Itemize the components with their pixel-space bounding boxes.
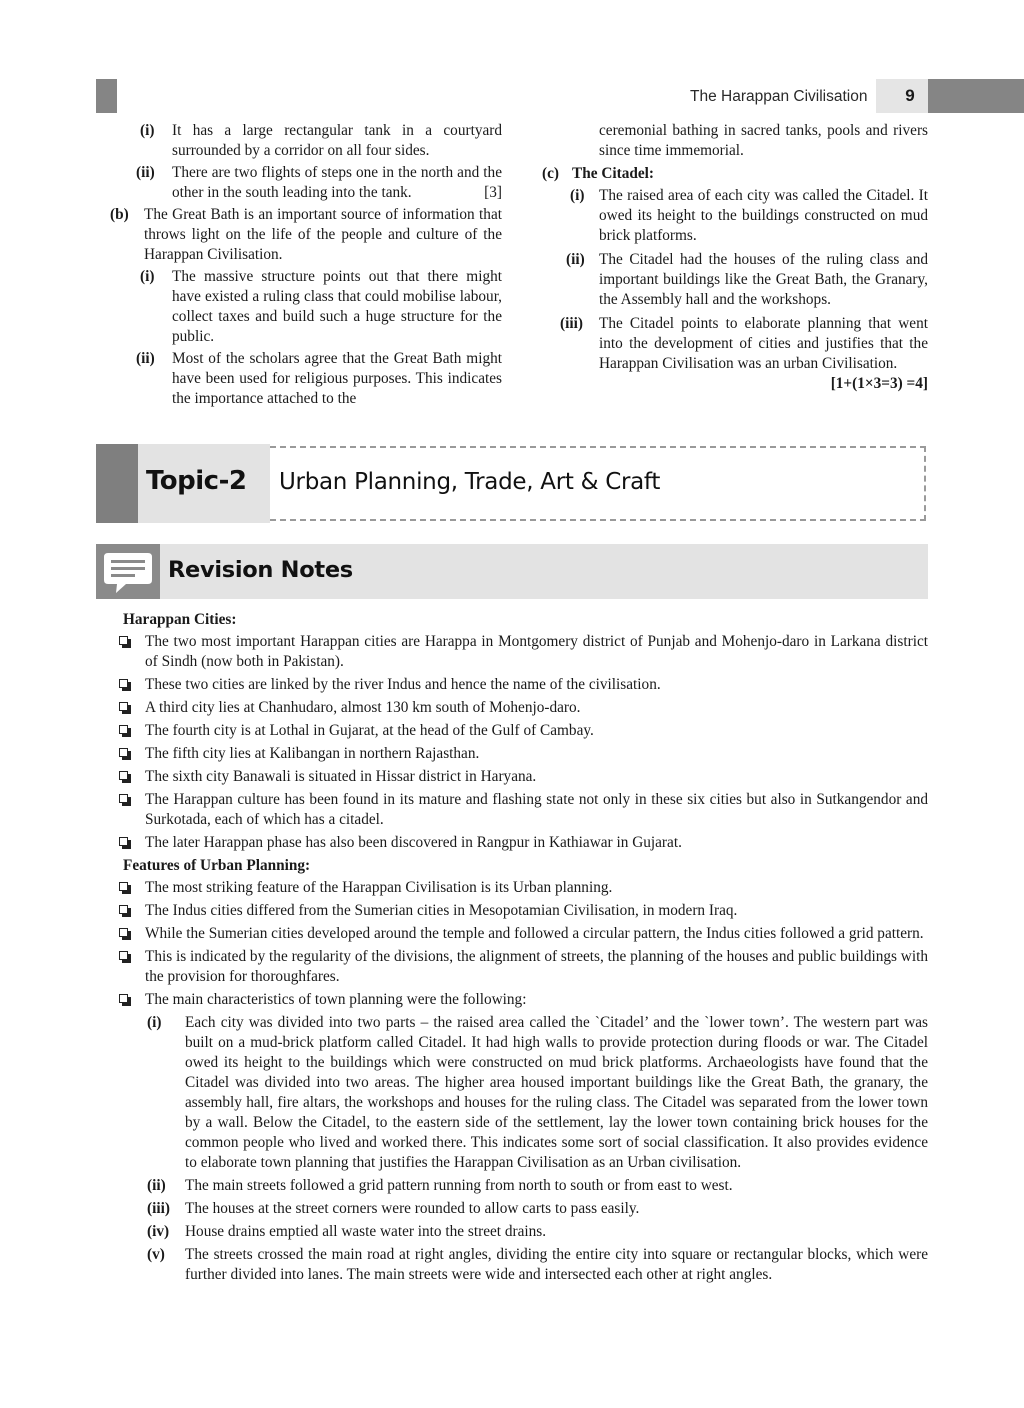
- topic-accent-bar: [96, 444, 138, 523]
- list-item: [117, 878, 928, 898]
- characteristic-item: [117, 1013, 928, 1173]
- list-item-text: The fifth city lies at Kalibangan in northern Rajasthan.: [145, 745, 480, 762]
- checkbox-bullet-icon: [119, 905, 128, 914]
- characteristic-text: Each city was divided into two parts – the raised area called the `Citadel’ and the `lower town’. The western part was built on a mud-brick platform called Citadel. It had high walls to provide protection during floods or war. The Citadel owed its height to the buildings which were constructed on mud brick platforms. Archaeologists have found that the Citadel was divided into two areas. The higher area housed important buildings like the Great Bath, the granary, the assembly hall, fire altars, the workshops and houses for the ruling class. The Citadel was separated from the lower town by a wall. Below the Citadel, to the eastern side of the settlement, lay the lower town containing brick houses for the common people who lived and worked there. This indicates some sort of social classification. It also provides evidence to elaborate town planning that justifies the Harappan Civilisation as an Urban civilisation.: [185, 1014, 928, 1171]
- list-item: [117, 698, 928, 718]
- revision-icon-background: [96, 544, 160, 599]
- answer-b-item-2: [106, 349, 502, 409]
- list-item: [117, 721, 928, 741]
- checkbox-bullet-icon: [119, 794, 128, 803]
- checkbox-bullet-icon: [119, 702, 128, 711]
- characteristic-number: (v): [147, 1246, 165, 1263]
- topic-title: Urban Planning, Trade, Art & Craft: [279, 469, 661, 495]
- answer-a-item-2: [106, 163, 502, 203]
- list-item: [117, 924, 928, 944]
- list-item-text: The most striking feature of the Harappan Civilisation is its Urban planning.: [145, 879, 613, 896]
- item-number: (i): [140, 122, 155, 139]
- answer-c-title: The Citadel:: [572, 165, 655, 182]
- list-item-text: While the Sumerian cities developed around the temple and followed a circular pattern, the Indus cities followed a grid pattern.: [145, 925, 924, 942]
- list-item-text: The main characteristics of town planning were the following:: [145, 991, 527, 1008]
- left-column: [106, 121, 502, 411]
- item-number: (iii): [560, 315, 583, 332]
- speech-bubble-icon: [96, 544, 160, 599]
- list-item: [117, 833, 928, 853]
- checkbox-bullet-icon: [119, 994, 128, 1003]
- characteristic-item: [117, 1176, 928, 1196]
- answer-b: [106, 205, 502, 265]
- item-number: (ii): [136, 164, 155, 181]
- checkbox-bullet-icon: [119, 837, 128, 846]
- item-number: (i): [140, 268, 155, 285]
- checkbox-bullet-icon: [119, 725, 128, 734]
- characteristic-number: (ii): [147, 1177, 166, 1194]
- continuation-span: ceremonial bathing in sacred tanks, pools and rivers since time immemorial.: [599, 122, 928, 159]
- item-text: Most of the scholars agree that the Great Bath might have been used for religious purposes. This indicates the importance attached to the: [172, 350, 502, 407]
- characteristic-text: The streets crossed the main road at right angles, dividing the entire city into square or rectangular blocks, which were further divided into lanes. The main streets were wide and intersected each other at right angles.: [185, 1246, 928, 1283]
- characteristic-text: House drains emptied all waste water into the street drains.: [185, 1223, 547, 1240]
- list-item: [117, 947, 928, 987]
- item-number: (ii): [136, 350, 155, 367]
- list-item: [117, 990, 928, 1010]
- list-item-text: These two cities are linked by the river Indus and hence the name of the civilisation.: [145, 676, 661, 693]
- checkbox-bullet-icon: [119, 882, 128, 891]
- right-column: [540, 121, 928, 394]
- list-item-text: A third city lies at Chanhudaro, almost 130 km south of Mohenjo-daro.: [145, 699, 581, 716]
- list-item-text: The Harappan culture has been found in its mature and flashing state not only in these six cities but also in Sutkangendor and Surkotada, each of which has a citadel.: [145, 791, 928, 828]
- checkbox-bullet-icon: [119, 951, 128, 960]
- header-left-block: [96, 79, 117, 113]
- item-text: It has a large rectangular tank in a courtyard surrounded by a corridor on all four sides.: [172, 122, 502, 159]
- list-item-text: The sixth city Banawali is situated in Hissar district in Haryana.: [145, 768, 537, 785]
- checkbox-bullet-icon: [119, 771, 128, 780]
- list-item: [117, 675, 928, 695]
- answer-a-item-1: [106, 121, 502, 161]
- characteristic-item: [117, 1199, 928, 1219]
- section-heading-cities: Harappan Cities:: [123, 611, 237, 628]
- marks-label: [1+(1×3=3) =4]: [830, 375, 928, 392]
- answer-c-item-3: [540, 314, 928, 392]
- list-item-text: This is indicated by the regularity of the divisions, the alignment of streets, the planning of the houses and public buildings with the provision for thoroughfares.: [145, 948, 928, 985]
- list-item: [117, 767, 928, 787]
- item-text: The raised area of each city was called the Citadel. It owed its height to the buildings constructed on mud brick platforms.: [599, 187, 928, 244]
- checkbox-bullet-icon: [119, 679, 128, 688]
- characteristic-number: (iv): [147, 1223, 170, 1240]
- revision-title: Revision Notes: [168, 557, 353, 583]
- checkbox-bullet-icon: [119, 636, 128, 645]
- list-item-text: The Indus cities differed from the Sumerian cities in Mesopotamian Civilisation, in modern Iraq.: [145, 902, 738, 919]
- characteristic-text: The houses at the street corners were rounded to allow carts to pass easily.: [185, 1200, 640, 1217]
- item-text: The massive structure points out that there might have existed a ruling class that could mobilise labour, collect taxes and build such a huge structure for the public.: [172, 268, 502, 345]
- item-number: (i): [570, 187, 585, 204]
- list-item-text: The two most important Harappan cities are Harappa in Montgomery district of Punjab and Mohenjo-daro in Larkana district of Sindh (now both in Pakistan).: [145, 633, 928, 670]
- characteristic-item: [117, 1222, 928, 1242]
- answer-c-item-1: [540, 186, 928, 246]
- list-item: [117, 632, 928, 672]
- list-item-text: The later Harappan phase has also been discovered in Rangpur in Kathiawar in Gujarat.: [145, 834, 682, 851]
- item-text: The Citadel had the houses of the ruling class and important buildings like the Great Bath, the Granary, the Assembly hall and the workshops.: [599, 251, 928, 308]
- marks-label: [3]: [484, 184, 502, 201]
- answer-b-item-1: [106, 267, 502, 347]
- list-item: [117, 744, 928, 764]
- topic-label: Topic-2: [146, 466, 247, 496]
- item-number: (ii): [566, 251, 585, 268]
- checkbox-bullet-icon: [119, 748, 128, 757]
- revision-notes-body: [117, 609, 928, 1288]
- answer-label: (c): [542, 165, 559, 182]
- characteristic-number: (iii): [147, 1200, 170, 1217]
- characteristic-text: The main streets followed a grid pattern running from north to south or from east to west.: [185, 1177, 733, 1194]
- answer-c-item-2: [540, 250, 928, 310]
- answer-b-text: The Great Bath is an important source of information that throws light on the life of the people and culture of the Harappan Civilisation.: [144, 206, 502, 263]
- list-item: [117, 790, 928, 830]
- section-heading-urban-planning: Features of Urban Planning:: [123, 857, 311, 874]
- item-text: The Citadel points to elaborate planning that went into the development of cities and justifies that the Harappan Civilisation was an urban Civilisation.: [599, 315, 928, 372]
- answer-label: (b): [110, 206, 129, 223]
- item-text: There are two flights of steps one in the north and the other in the south leading into the tank.: [172, 164, 502, 201]
- characteristic-number: (i): [147, 1014, 162, 1031]
- running-header-title: The Harappan Civilisation: [690, 88, 868, 105]
- page-number: 9: [905, 86, 915, 105]
- characteristic-item: [117, 1245, 928, 1285]
- continuation-text: [540, 121, 928, 161]
- list-item-text: The fourth city is at Lothal in Gujarat, at the head of the Gulf of Cambay.: [145, 722, 594, 739]
- list-item: [117, 901, 928, 921]
- checkbox-bullet-icon: [119, 928, 128, 937]
- answer-c: [540, 164, 928, 184]
